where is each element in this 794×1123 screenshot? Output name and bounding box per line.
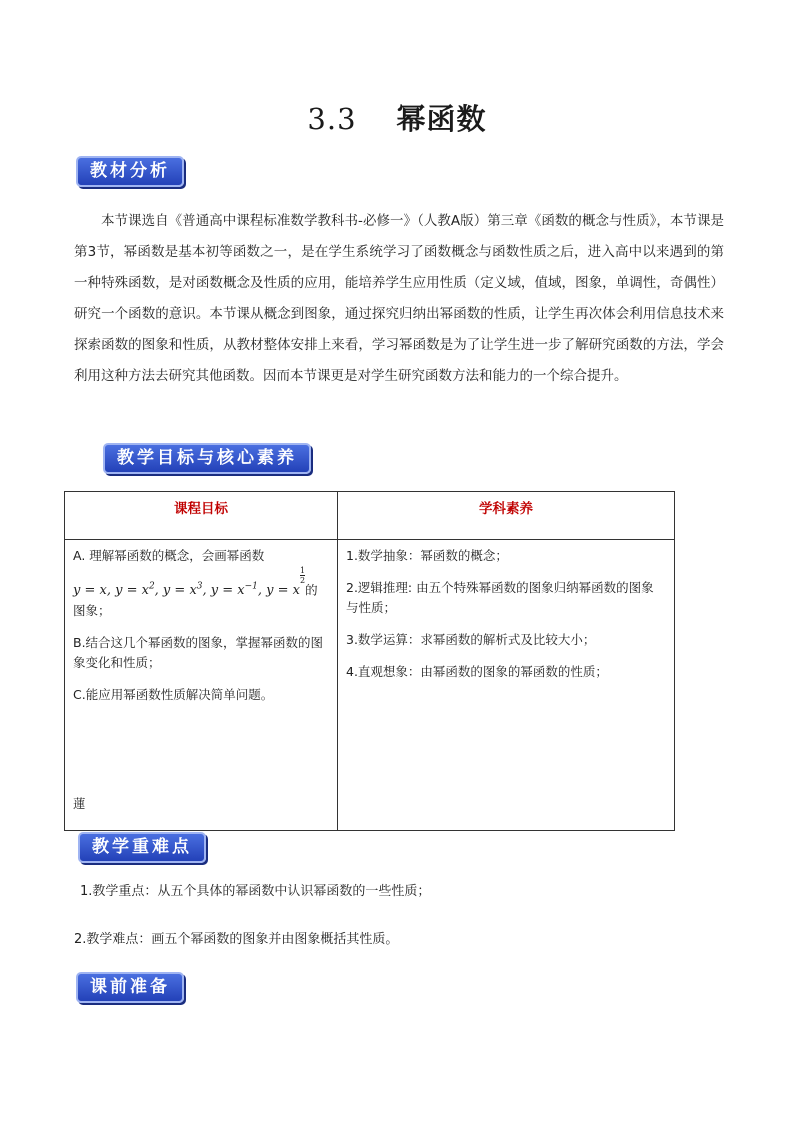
section-badge-preparation: 课前准备 <box>76 972 184 1003</box>
course-goals-cell <box>65 540 338 831</box>
lesson-title: 幂函数 <box>396 102 487 136</box>
literacy-cell <box>338 540 675 831</box>
goal-c: C.能应用幂函数性质解决简单问题。 <box>73 687 274 703</box>
section-number: 3.3 <box>307 102 357 136</box>
header-literacy: 学科素养 <box>338 492 675 540</box>
goal-b: B.结合这几个幂函数的图象，掌握幂函数的图象变化和性质； <box>73 635 324 671</box>
teaching-difficulty: 2.教学难点：画五个幂函数的图象并由图象概括其性质。 <box>74 932 399 947</box>
header-course-goals: 课程目标 <box>65 492 338 540</box>
goals-table <box>64 491 675 831</box>
literacy-item: 2.逻辑推理: 由五个特殊幂函数的图象归纳幂函数的图象与性质； <box>346 580 654 615</box>
power-functions-formula: y = x, $y = x^2$, $y = x^3$, $y = x^{-1}$, y = x $^{\frac{1}{2}}$ <box>73 566 306 599</box>
literacy-item: 1.数学抽象：幂函数的概念； <box>346 548 508 563</box>
analysis-paragraph: 本节课选自《普通高中课程标准数学教科书-必修一》（人教A版）第三章《函数的概念与性质》，本节课是第3节，幂函数是基本初等函数之一，是在学生系统学习了函数概念与函数性质之后，进入高中以来遇到的第一种特殊函数，是对函数概念及性质的应用，能培养学生应用性质（定义域，值域，图象，单调性，奇偶性）研究一个函数的意识。本节课从概念到图象，通过探究归纳出幂函数的性质，让学生再次体会利用信息技术来探索函数的图象和性质，从教材整体安排上来看，学习幂函数是为了让学生进一步了解研究函数的方法，学会利用这种方法去研究其他函数。因而本节课更是对学生研究函数方法和能力的一个综合提升。 <box>74 213 724 384</box>
literacy-item: 3.数学运算：求幂函数的解析式及比较大小； <box>346 632 596 647</box>
literacy-item: 4.直观想象：由幂函数的图象的幂函数的性质； <box>346 664 608 679</box>
section-badge-key-points: 教学重难点 <box>78 832 206 863</box>
goal-a: A. 理解幂函数的概念，会画幂函数 y = x, $y = x^2$, $y = x^3$, $y = x^{-1}$, y = x $^{\frac{1}{2}}$ 的图象； <box>73 548 318 619</box>
page-title <box>0 97 794 138</box>
section-badge-analysis: 教材分析 <box>76 156 184 187</box>
section-badge-goals: 教学目标与核心素养 <box>103 443 311 474</box>
stray-mark: 蓮 <box>73 796 86 811</box>
teaching-focus: 1.教学重点：从五个具体的幂函数中认识幂函数的一些性质； <box>80 884 431 899</box>
